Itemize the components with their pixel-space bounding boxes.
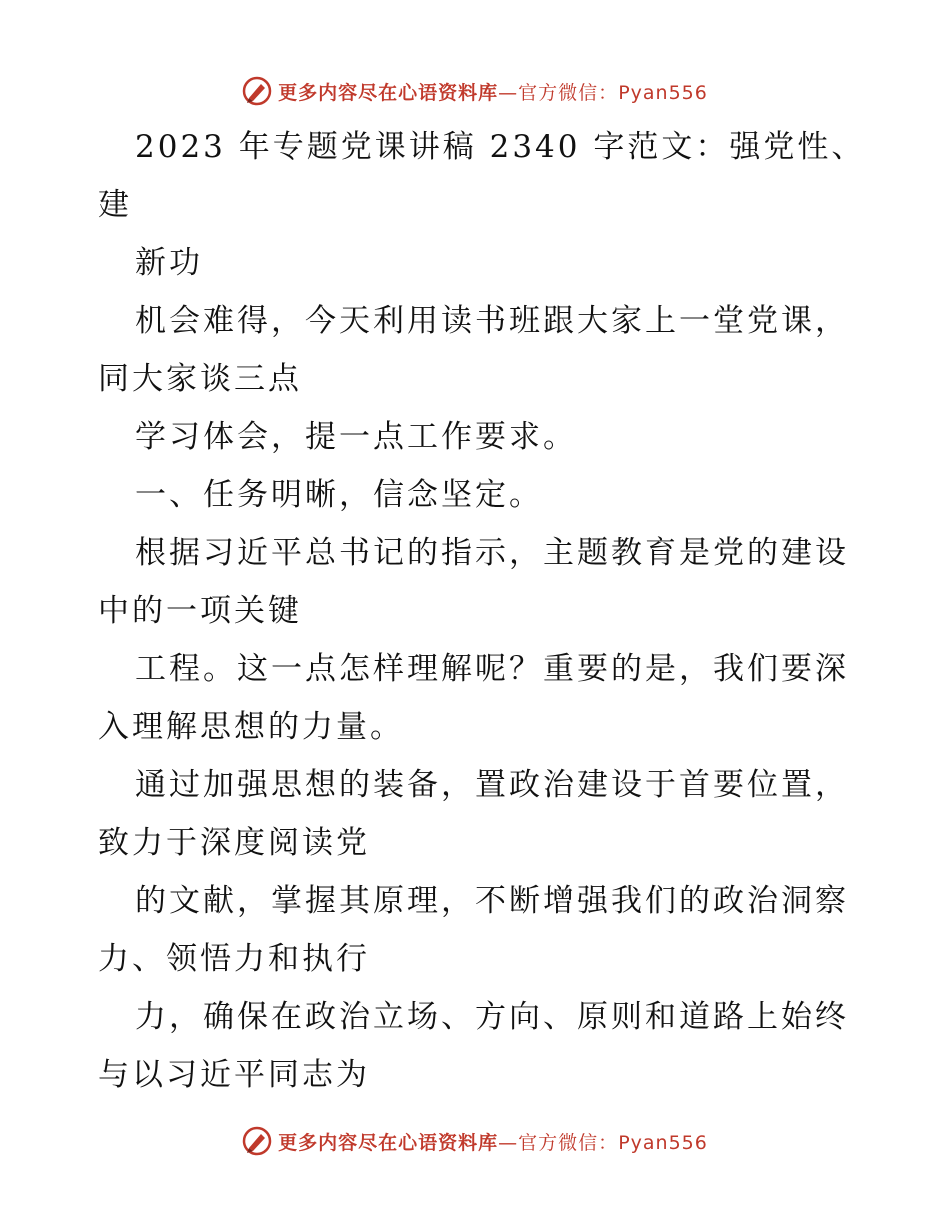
text-line: 的文献，掌握其原理，不断增强我们的政治洞察 <box>135 883 849 919</box>
banner-text: 更多内容尽在心语资料库—官方微信：Pyan556 <box>278 81 708 104</box>
text-line: 通过加强思想的装备，置政治建设于首要位置， <box>135 767 849 803</box>
text-line: 一、任务明晰，信念坚定。 <box>135 477 543 513</box>
banner-text: 更多内容尽在心语资料库—官方微信：Pyan556 <box>278 1131 708 1154</box>
text-line: 力、领悟力和执行 <box>98 941 370 977</box>
header-banner <box>0 71 950 111</box>
text-line: 入理解思想的力量。 <box>98 709 404 745</box>
pen-logo-icon <box>242 1126 272 1156</box>
text-line: 工程。这一点怎样理解呢？重要的是，我们要深 <box>135 651 849 687</box>
text-line: 致力于深度阅读党 <box>98 825 370 861</box>
text-line: 中的一项关键 <box>98 593 302 629</box>
text-line: 学习体会，提一点工作要求。 <box>135 419 577 455</box>
text-line: 机会难得，今天利用读书班跟大家上一堂党课， <box>135 303 849 339</box>
text-line: 2023 年专题党课讲稿 2340 字范文：强党性、 <box>135 129 866 165</box>
document-body <box>98 118 866 1104</box>
pen-logo-icon <box>242 76 272 106</box>
text-line: 与以习近平同志为 <box>98 1057 370 1093</box>
text-line: 同大家谈三点 <box>98 361 302 397</box>
text-line: 建 <box>98 187 132 223</box>
footer-banner <box>0 1121 950 1161</box>
text-line: 根据习近平总书记的指示，主题教育是党的建设 <box>135 535 849 571</box>
text-line: 新功 <box>135 245 203 281</box>
text-line: 力，确保在政治立场、方向、原则和道路上始终 <box>135 999 849 1035</box>
